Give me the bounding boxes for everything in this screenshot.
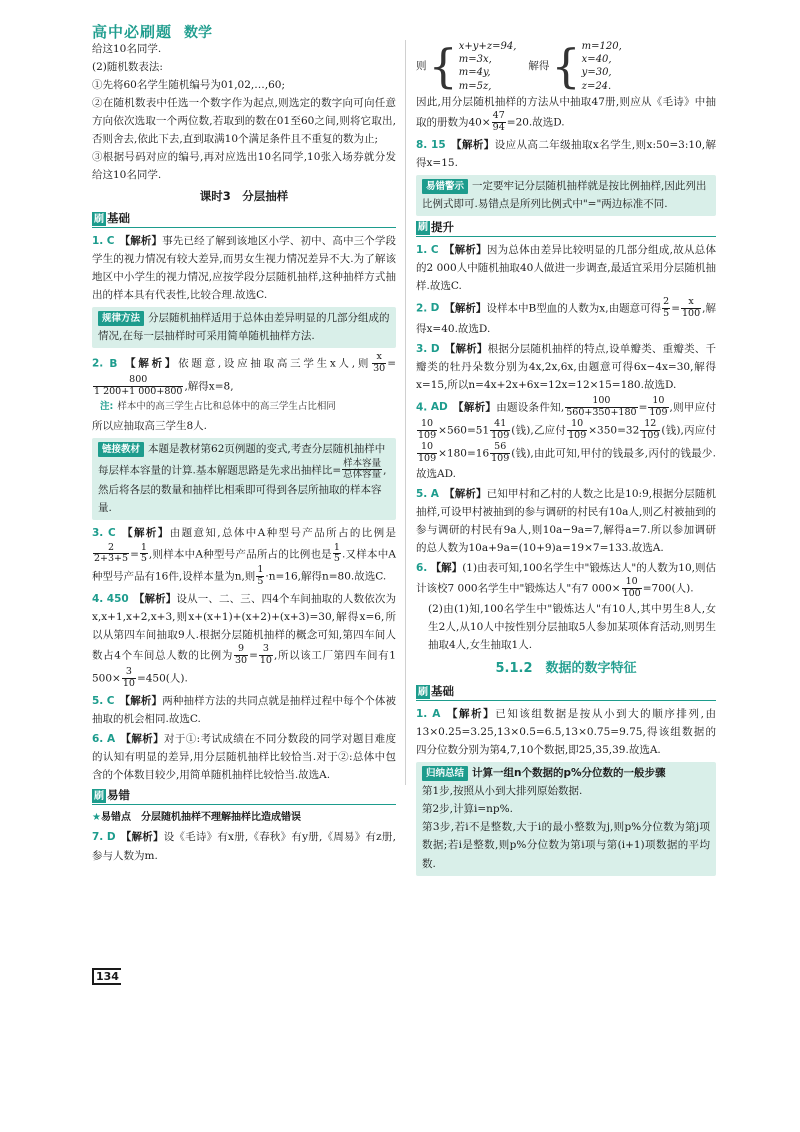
fraction (256, 565, 264, 588)
star-icon: ★ (92, 812, 101, 824)
answer-item-1 (92, 232, 396, 304)
mistake-label: 易错点 (100, 812, 131, 824)
fraction (648, 396, 668, 419)
item-answer: A (107, 733, 116, 746)
note-badge: 规律方法 (98, 311, 144, 326)
denominator: 109 (491, 429, 510, 441)
level-basic-2 (416, 684, 716, 701)
denominator: 100 (622, 587, 641, 599)
item-answer: B (109, 357, 118, 370)
numerator: 47 (492, 109, 505, 121)
note-text: 本题是教材第62页例题的变式,考查分层随机抽样中每层样本容量的计算.基本解题思路是先求出抽样比= (98, 443, 386, 476)
denominator: 560+350+180 (566, 406, 637, 418)
fraction (565, 396, 637, 419)
item-text: 对于①:考试成绩在不同分数段的同学对题目难度的认知有明显的差异,用分层随机抽样比较恰当.对于②:总体中包含的个体数目较少,用简单随机抽样比较恰当.故选A. (92, 733, 396, 782)
fraction (662, 297, 670, 320)
item-text: 设应从高二年级抽取x名学生,则x:50=3:10,解得x=15. (416, 138, 716, 169)
item-text: 由题设条件知, (496, 401, 565, 414)
denominator: 109 (649, 406, 668, 418)
equals: = (130, 547, 139, 560)
denominator: 2+3+5 (94, 553, 129, 565)
item-text: 由题意知,总体中A种型号产品所占的比例是 (169, 527, 397, 540)
numerator: 2 (663, 295, 670, 307)
fraction (640, 419, 660, 442)
advanced-item-1 (416, 241, 716, 295)
item-text: ,解得x=40.故选D. (416, 302, 717, 335)
intro-line-3: ①先将60名学生随机编号为01,02,…,60; (92, 79, 285, 92)
denominator: 109 (491, 452, 510, 464)
fraction (342, 459, 382, 482)
item-text: 已知甲村和乙村的人数之比是10:9,根据分层随机抽样,可设甲村被抽到的参与调研的村民有10a人,则乙村被抽到的参与调研的村民有9a人,则10a−9a=7,解得a=7.所以参加调研的总人数为10a+9a=(10+9)a=19×7=133.故选A. (416, 487, 717, 554)
denominator: 5 (663, 307, 670, 319)
level-basic (92, 211, 396, 228)
item-text: ,则甲应付 (669, 401, 716, 414)
fraction (333, 543, 341, 566)
numerator: 10 (622, 577, 642, 589)
summary-note (416, 762, 716, 875)
fraction (234, 644, 248, 667)
fraction (93, 375, 183, 398)
page-number: 134 (92, 968, 121, 985)
mistake-warning-note (416, 175, 716, 216)
item-text: (钱),乙应付 (511, 424, 567, 437)
fraction (93, 543, 129, 566)
equation: m=4y, (458, 67, 491, 79)
numerator: 9 (234, 644, 248, 656)
denominator: 109 (641, 429, 660, 441)
intro-line-5: ③根据号码对应的编号,再对应选出10名同学,10张入场券就分发给这10名同学. (92, 151, 396, 182)
equation: m=3x, (458, 54, 492, 66)
level-mistake (92, 788, 396, 805)
item-answer: C (106, 695, 115, 708)
fraction (372, 352, 386, 375)
section-title: 5.1.2 数据的数字特征 (495, 660, 637, 676)
item-answer: D (106, 831, 116, 844)
advanced-item-3 (416, 340, 716, 394)
intro-line-2: (2)随机数表法: (92, 61, 163, 74)
numerator: 3 (122, 667, 136, 679)
item-number: 5. (92, 695, 104, 708)
equation: y=30, (581, 67, 612, 79)
item-answer: C (108, 527, 116, 540)
level-name: 基础 (431, 684, 454, 699)
solution-system (551, 40, 621, 93)
lesson-title: 课时3 分层抽样 (199, 189, 289, 204)
handwritten-note (92, 399, 396, 415)
numerator: 3 (259, 644, 273, 656)
note-step: 第1步,按照从小到大排列原始数据. (422, 785, 583, 798)
equation: z=24. (581, 80, 612, 92)
denominator: 30 (373, 363, 386, 375)
note-badge: 链接教材 (98, 442, 144, 457)
item-text: 设从一、二、三、四4个车间抽取的人数依次为x,x+1,x+2,x+3,则x+(x+1)+(x+2)+(x+3)=30,解得x=6,所以从第四车间抽取9人.根据分层随机抽样的概念可知,第四车间人数占4个车间总人数的比例为 (92, 593, 397, 662)
fraction (681, 297, 701, 320)
equation: m=120, (581, 41, 622, 52)
denominator: 1 200+1 000+800 (94, 386, 183, 398)
item-text: ×180=16 (438, 447, 490, 460)
fraction (492, 111, 506, 134)
item-text: 设《毛诗》有x册,《春秋》有y册,《周易》有z册,参与人数为m. (92, 831, 396, 862)
fraction (622, 577, 642, 600)
item-number: 7. (92, 831, 104, 844)
equation: x=40, (581, 54, 612, 66)
mistake-point (92, 809, 396, 826)
advanced-item-6 (416, 559, 716, 600)
note-step: 第3步,若i不是整数,大于i的最小整数为j,则p%分位数为第j项数据;若i是整数,则p%分位数为第i项与第(i+1)项数据的平均数. (422, 821, 710, 870)
denominator: 109 (568, 429, 587, 441)
fraction (567, 419, 587, 442)
item-text: (1)由表可知,100名学生中"锻炼达人"的人数为10,则估计该校7 000名学生中"锻炼达人"有7 000× (416, 561, 717, 595)
item-tag: 【解析】 (444, 302, 487, 315)
numerator: x (372, 352, 386, 364)
numerator: 100 (565, 396, 637, 408)
item-tag: 【解析】 (119, 235, 163, 248)
note-text: ,然后将各层的数量和抽样比相乘即可得到各层所抽取的样本容量. (98, 463, 387, 515)
answer-item-7 (92, 828, 396, 864)
note-mark: 注: (100, 401, 114, 413)
intro-line-4: ②在随机数表中任选一个数字作为起点,则选定的数字向可向任意方向依次选取一个两位数,若取到的数在01至60之间,则将它取出,否则舍去,依此下去,直到取满10个满足条件且不重复的数为止; (92, 97, 396, 146)
fraction (417, 442, 437, 465)
fraction (417, 419, 437, 442)
item-text: =20.故选D. (506, 116, 565, 129)
item-text: ,则样本中A种型号产品所占的比例也是 (148, 547, 332, 560)
answer-item-8 (416, 136, 716, 172)
item-tag: 【解析】 (122, 357, 179, 370)
denominator: 109 (418, 452, 437, 464)
item-number: 2. (92, 357, 104, 370)
item-text: 已知该组数据是按从小到大的顺序排列,由13×0.25=3.25,13×0.5=6.5,13×0.75=9.75,得该组数据的四分位数分别为第4,7,10个数据,即25,35,39.故选A. (416, 708, 716, 757)
fraction (490, 442, 510, 465)
left-column (92, 40, 396, 865)
then-word: 则 (416, 59, 427, 72)
equals: = (671, 302, 681, 315)
denominator: 30 (234, 655, 248, 667)
item-tag: 【解析】 (445, 708, 496, 721)
numerator: 1 (333, 541, 340, 553)
section2-item-1 (416, 705, 716, 759)
denominator: 10 (122, 678, 135, 690)
denominator: 109 (418, 429, 437, 441)
answer-item-2 (92, 352, 396, 398)
answer-item-4 (92, 590, 396, 690)
note-badge: 归纳总结 (422, 766, 468, 781)
item-answer: 450 (106, 593, 129, 606)
denominator: 总体容量 (343, 469, 382, 481)
answer-item-5 (92, 692, 396, 728)
denominator: 94 (492, 121, 505, 133)
item-number: 8. (416, 138, 428, 151)
note-text: 分层随机抽样适用于总体由差异明显的几部分组成的情况,在每一层抽样时可采用简单随机抽样方法. (98, 312, 390, 343)
fraction (122, 667, 136, 690)
numerator: 10 (648, 396, 668, 408)
fraction (259, 644, 273, 667)
numerator: 800 (93, 375, 183, 387)
method-note (92, 307, 396, 348)
advanced-item-4 (416, 396, 716, 483)
item-text: =450(人). (136, 672, 188, 685)
fraction (490, 419, 510, 442)
mistake-text: 分层随机抽样不理解抽样比造成错误 (140, 812, 301, 824)
item-number: 5. (416, 487, 428, 500)
numerator: 2 (93, 543, 129, 555)
answer-item-3 (92, 524, 396, 588)
equation: m=5z, (458, 80, 492, 92)
denominator: 5 (257, 576, 264, 588)
note-title: 计算一组n个数据的p%分位数的一般步骤 (472, 767, 666, 780)
level-name: 提升 (431, 219, 454, 234)
equals: = (387, 357, 397, 370)
item-number: 1. (416, 243, 428, 256)
item-text: ,解得x=8, (184, 380, 234, 393)
item-number: 6. (416, 561, 428, 574)
item-text: 依题意,设应抽取高三学生x人,则 (178, 357, 372, 370)
equation-system-line (416, 40, 716, 93)
item-tag: 【解析】 (120, 527, 170, 540)
item-tag: 【解析】 (443, 243, 487, 256)
item-tag: 【解】 (430, 561, 463, 574)
shua-badge: 刷 (418, 686, 428, 698)
numerator: 1 (257, 564, 264, 576)
item-number: 3. (92, 527, 104, 540)
brace-icon: { (428, 39, 458, 94)
numerator: x (681, 297, 701, 309)
note-badge: 易错警示 (422, 179, 468, 194)
item-text: .又样本中A种型号产品有16件,设样本量为n,则 (92, 547, 397, 583)
equation-system (429, 40, 517, 93)
item-number: 2. (416, 302, 428, 315)
textbook-link-note (92, 438, 396, 520)
item-tag: 【解析】 (120, 733, 165, 746)
item-tag: 【解析】 (444, 342, 488, 355)
item-tag: 【解析】 (452, 401, 497, 414)
item-tag: 【解析】 (133, 593, 177, 606)
advanced-item-5 (416, 485, 716, 557)
denominator: 5 (140, 553, 147, 565)
item-text: 事先已经了解到该地区小学、初中、高中三个学段学生的视力情况有较大差异,而男女生视力情况差异不大.为了解该地区中小学生的视力情况,应按学段分层随机抽样,这种抽样方式抽出的样本具有代表性,比较合理.故选C. (92, 235, 397, 302)
item-answer: A (430, 487, 439, 500)
item-tag: 【解析】 (443, 487, 487, 500)
note-text: 样本中的高三学生占比和总体中的高三学生占比相同 (117, 401, 336, 413)
item-tag: 【解析】 (450, 138, 495, 151)
item-text: ×350=32 (588, 424, 640, 437)
answer-item-7-continued (416, 93, 716, 134)
note-text: 一定要牢记分层随机抽样就是按比例抽样,因此列出比例式即可.易错点是所列比例式中"="两边标准不同. (422, 179, 707, 210)
numerator: 10 (417, 419, 437, 431)
item-answer: D (430, 302, 440, 315)
item-answer: AD (430, 401, 448, 414)
brace-icon: { (551, 39, 581, 94)
numerator: 12 (640, 419, 660, 431)
item-answer: A (432, 708, 441, 721)
item-number: 1. (92, 235, 104, 248)
item-conclusion: 所以应抽取高三学生8人. (92, 420, 208, 433)
fraction (140, 543, 148, 566)
item-text: (钱),丙应付 (661, 424, 717, 437)
item-text: 因此,用分层随机抽样的方法从中抽取47册,则应从《毛诗》中抽取的册数为40× (416, 95, 716, 129)
item-answer: D (430, 342, 440, 355)
item-text: 因为总体由差异比较明显的几部分组成,故从总体的2 000人中随机抽取40人做进一步调查,最适宜采用分层随机抽样.故选C. (416, 243, 716, 292)
right-column (416, 40, 716, 880)
numerator: 41 (490, 419, 510, 431)
item-text: ·n=16,解得n=80.故选C. (265, 570, 387, 583)
item-text: 设样本中B型血的人数为x,由题意可得 (486, 302, 662, 315)
numerator: 10 (417, 442, 437, 454)
item-number: 4. (92, 593, 104, 606)
numerator: 样本容量 (343, 457, 382, 469)
note-step: 第2步,计算i=np%. (422, 803, 513, 816)
item-answer: 15 (431, 138, 446, 151)
book-title: 高中必刷题 (92, 23, 173, 41)
denominator: 10 (259, 655, 272, 667)
item-text: 根据分层随机抽样的特点,设单瓣类、重瓣类、千瓣类的牡丹朵数分别为4x,2x,6x,由题意可得6x−4x=30,解得x=15,所以n=4x+2x+6x=12x=12×15=180.故选D. (416, 342, 717, 391)
item-number: 4. (416, 401, 428, 414)
item-text: (钱),由此可知,甲付的钱最多,丙付的钱最少.故选AD. (416, 447, 716, 480)
level-advanced (416, 220, 716, 237)
shua-badge: 刷 (94, 790, 104, 802)
item-number: 3. (416, 342, 428, 355)
denominator: 100 (682, 307, 701, 319)
item-tag: 【解析】 (120, 831, 164, 844)
item-tag: 【解析】 (119, 695, 163, 708)
solve-word: 解得 (528, 59, 550, 72)
item-number: 6. (92, 733, 104, 746)
equation: x+y+z=94, (458, 41, 517, 52)
level-name: 易错 (107, 788, 130, 803)
item-answer: C (430, 243, 439, 256)
equals: = (638, 401, 648, 414)
item-text: 两种抽样方法的共同点就是抽样过程中每个个体被抽取的机会相同.故选C. (92, 695, 397, 726)
intro-line-1: 给这10名同学. (92, 43, 162, 55)
numerator: 56 (490, 442, 510, 454)
numerator: 1 (140, 541, 147, 553)
item-text: ×560=51 (438, 424, 490, 437)
item-text: =700(人). (642, 582, 694, 595)
item-text: ,所以该工厂第四车间有1 500× (92, 649, 396, 685)
item-number: 1. (416, 708, 428, 721)
advanced-item-6-part2: (2)由(1)知,100名学生中"锻炼达人"有10人,其中男生8人,女生2人,从10人中按性别分层抽取5人参加某项体育活动,则男生抽取4人,女生抽取1人. (428, 602, 716, 651)
subject-title: 数学 (184, 25, 213, 41)
shua-badge: 刷 (418, 222, 428, 234)
denominator: 5 (333, 553, 340, 565)
item-answer: C (106, 235, 115, 248)
level-name: 基础 (107, 211, 130, 226)
numerator: 10 (567, 419, 587, 431)
equals: = (249, 649, 258, 662)
shua-badge: 刷 (94, 213, 104, 225)
advanced-item-2 (416, 297, 716, 338)
answer-item-6 (92, 730, 396, 784)
